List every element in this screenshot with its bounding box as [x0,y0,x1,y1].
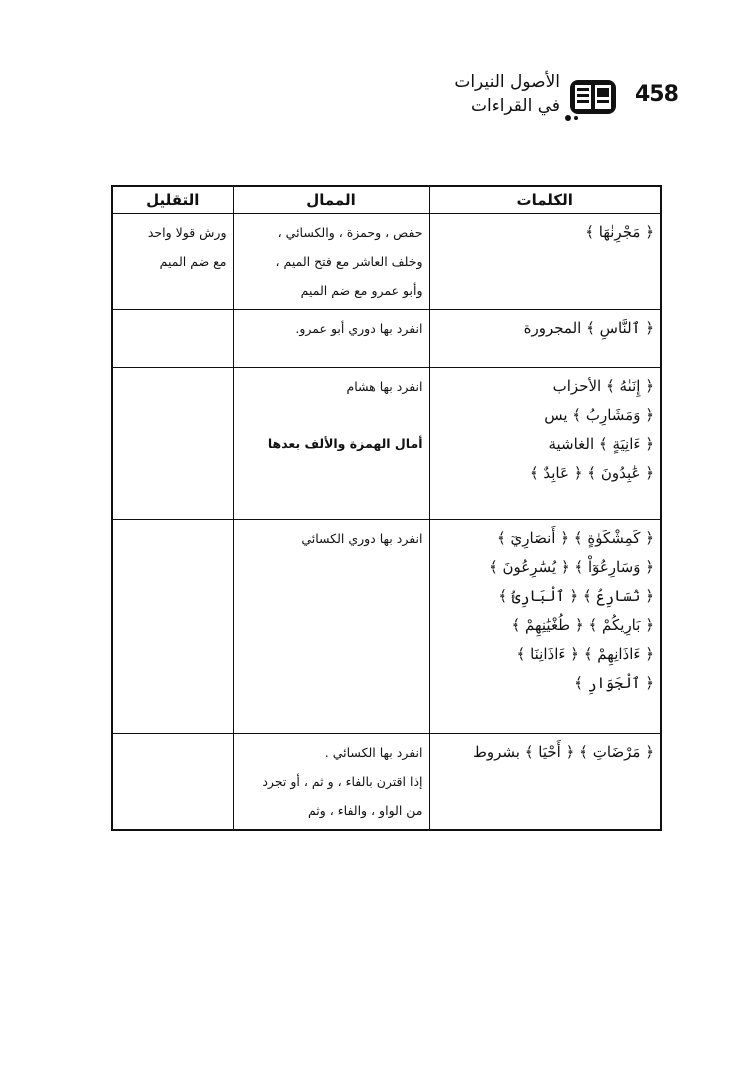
imala-text: انفرد بها هشام [346,379,423,394]
imala-table [111,185,662,831]
book-title-line2: في القراءات [470,96,560,116]
cell-taqlil [112,214,233,310]
cell-taqlil [112,310,233,368]
quran-word: ﴿ وَمَشَارِبُ ﴾ يس [544,406,654,424]
cell-words [429,368,661,520]
cell-imala [233,310,429,368]
cell-taqlil [112,520,233,734]
imala-text: وأبو عمرو مع ضم الميم [300,283,423,298]
imala-text: وخلف العاشر مع فتح الميم ، [275,254,423,269]
table-row [112,368,661,520]
book-title [440,70,560,118]
imala-text: انفرد بها دوري الكسائي [301,531,423,546]
imala-text: حفص ، وحمزة ، والكسائي ، [277,225,423,240]
page-header [440,70,700,130]
cell-imala [233,520,429,734]
quran-word: ﴿ كَمِشْكَوٰةٍ ﴾ ﴿ أَنصَارِيٓ ﴾ [497,529,654,547]
imala-text: انفرد بها دوري أبو عمرو. [295,321,423,336]
imala-text: من الواو ، والفاء ، وثم [307,803,423,818]
imala-text: انفرد بها الكسائي . [324,745,423,760]
table-row [112,214,661,310]
header-imala: الممال [233,186,429,214]
cell-imala [233,734,429,831]
cell-words [429,734,661,831]
table-header-row [112,186,661,214]
quran-word: ﴿ نُسَارِعُ ﴾ ﴿ ٱلْبَارِئُ ﴾ [498,587,654,605]
quran-word: ﴿ مَجْرِنٰهَا ﴾ [585,223,654,241]
imala-text: أمال الهمزة والألف بعدها [267,436,423,451]
table-row [112,310,661,368]
cell-words [429,214,661,310]
cell-taqlil [112,368,233,520]
quran-word: ﴿ عَٰبِدُونَ ﴾ ﴿ عَابِدٌ ﴾ [529,464,654,482]
taqlil-text: ورش قولا واحد [147,225,227,240]
quran-word: ﴿ وَسَارِعُوٓاْ ﴾ ﴿ يُسَٰرِعُونَ ﴾ [488,558,654,576]
header-taqlil: التقليل [112,186,233,214]
taqlil-text: مع ضم الميم [159,254,227,269]
header-words: الكلمات [429,186,661,214]
imala-text: إذا اقترن بالفاء ، و ثم ، أو تجرد [262,774,423,789]
cell-imala [233,368,429,520]
cell-taqlil [112,734,233,831]
cell-imala [233,214,429,310]
quran-word: ﴿ إِنَىٰهُ ﴾ الأحزاب [552,377,654,395]
table-row [112,520,661,734]
page-number: 458 [635,82,678,107]
cell-words [429,520,661,734]
book-logo-icon [564,74,622,122]
quran-word: ﴿ ٱلنَّاسِ ﴾ المجرورة [523,319,654,337]
table-row [112,734,661,831]
quran-word: ﴿ مَرْضَاتِ ﴾ ﴿ أَحْيَا ﴾ بشروط [473,743,654,761]
quran-word: ﴿ ٱلْجَوَارِ ﴾ [574,674,654,692]
cell-words [429,310,661,368]
book-title-line1: الأصول النيرات [454,72,560,92]
quran-word: ﴿ ءَاذَانِهِمْ ﴾ ﴿ ءَاذَانِنَا ﴾ [516,645,654,663]
quran-word: ﴿ ءَانِيَةٍ ﴾ الغاشية [548,435,654,453]
quran-word: ﴿ بَارِيكُمْ ﴾ ﴿ طُغْيَٰنِهِمْ ﴾ [511,616,654,634]
